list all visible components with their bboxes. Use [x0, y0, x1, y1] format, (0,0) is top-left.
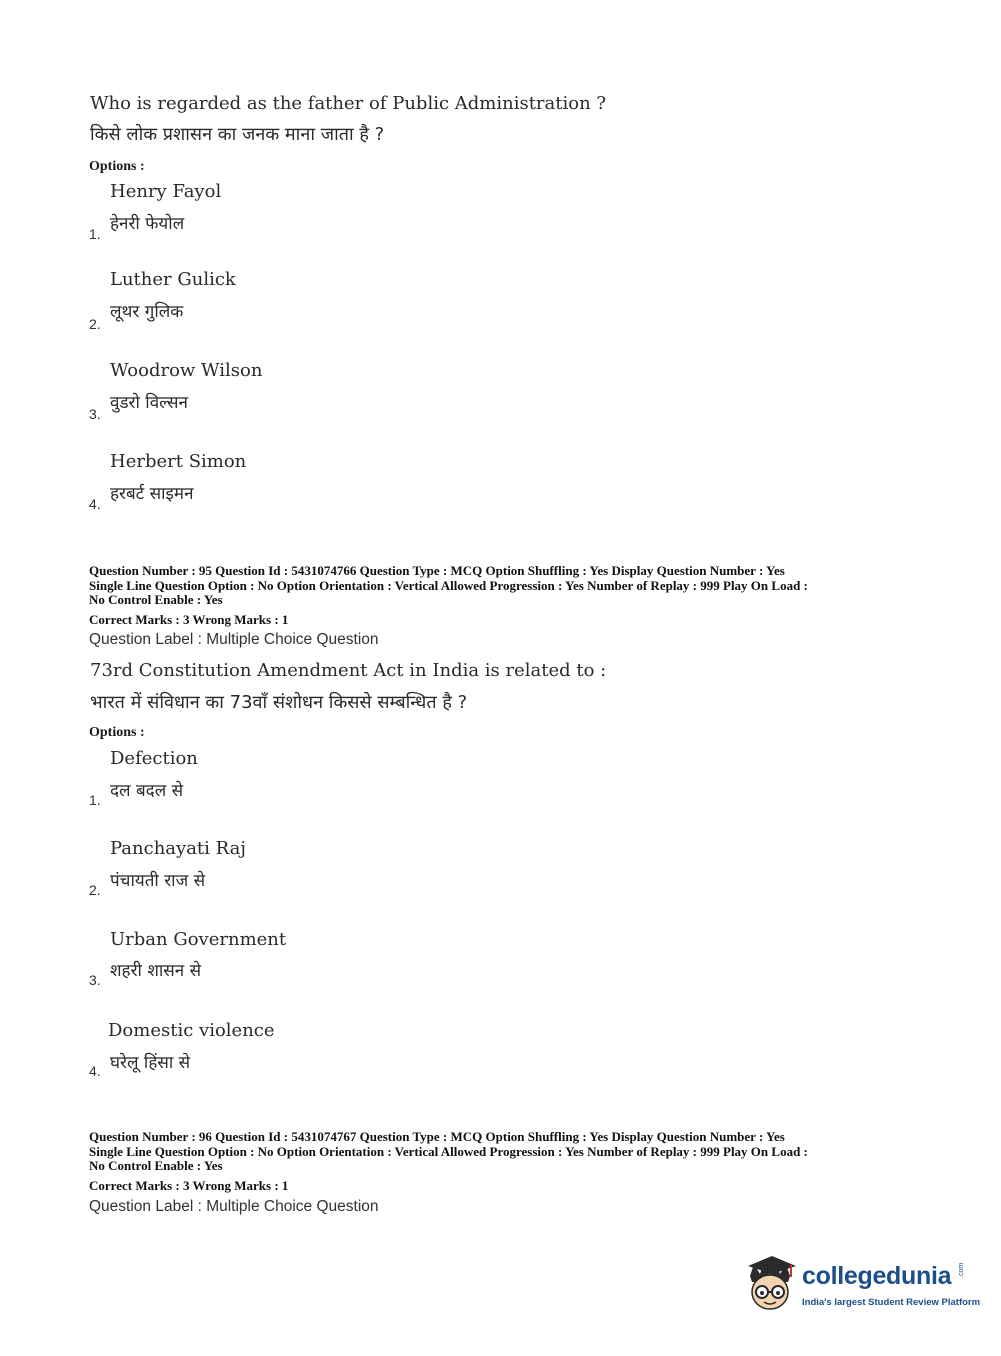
meta-line: Single Line Question Option : No Option Orientation : Vertical Allowed Progression : Yes Number of Replay : 999 Play On Load :	[89, 577, 808, 593]
option-number: 2.	[89, 882, 101, 898]
q95-marks: Correct Marks : 3 Wrong Marks : 1	[89, 612, 289, 627]
q95-question-hi: भारत में संविधान का 73वाँ संशोधन किससे सम्बन्धित है ?	[90, 692, 468, 713]
option-number: 1.	[89, 226, 101, 242]
option-text-en: Herbert Simon	[110, 451, 247, 472]
option-text-en: Henry Fayol	[110, 181, 222, 202]
option-number: 4.	[89, 496, 101, 512]
mascot-icon	[742, 1252, 800, 1314]
meta-line: No Control Enable : Yes	[89, 592, 223, 607]
q94-question-en: Who is regarded as the father of Public Administration ?	[90, 93, 607, 114]
q95-meta	[89, 564, 919, 608]
option-text-hi: लूथर गुलिक	[110, 302, 184, 322]
option-text-hi: दल बदल से	[110, 781, 184, 801]
q94-question-hi: किसे लोक प्रशासन का जनक माना जाता है ?	[90, 124, 385, 145]
q95-question-label: Question Label : Multiple Choice Question	[89, 631, 379, 648]
option-text-en: Urban Government	[110, 929, 287, 950]
option-text-hi: पंचायती राज से	[110, 871, 206, 891]
meta-line: Question Number : 96 Question Id : 5431074767 Question Type : MCQ Option Shuffling : Yes Display Question Number : Yes	[89, 1129, 785, 1144]
q96-marks: Correct Marks : 3 Wrong Marks : 1	[89, 1178, 289, 1193]
option-text-en: Defection	[110, 748, 198, 769]
logo-wordmark: collegedunia	[802, 1262, 952, 1290]
q94-options-heading: Options :	[89, 159, 145, 174]
q95-question-en: 73rd Constitution Amendment Act in India is related to :	[90, 660, 607, 681]
logo-tagline: India's largest Student Review Platform	[802, 1297, 981, 1308]
option-text-hi: घरेलू हिंसा से	[110, 1053, 191, 1073]
option-number: 2.	[89, 316, 101, 332]
option-text-hi: हरबर्ट साइमन	[110, 484, 194, 504]
option-number: 3.	[89, 972, 101, 988]
q96-meta	[89, 1130, 919, 1174]
meta-line: Single Line Question Option : No Option Orientation : Vertical Allowed Progression : Yes Number of Replay : 999 Play On Load :	[89, 1143, 808, 1159]
option-text-hi: वुडरो विल्सन	[110, 393, 188, 413]
q96-question-label: Question Label : Multiple Choice Question	[89, 1198, 379, 1215]
option-text-en: Panchayati Raj	[110, 838, 246, 859]
option-text-en: Woodrow Wilson	[110, 360, 263, 381]
option-number: 1.	[89, 792, 101, 808]
meta-line: Question Number : 95 Question Id : 5431074766 Question Type : MCQ Option Shuffling : Yes Display Question Number : Yes	[89, 563, 785, 578]
option-number: 3.	[89, 406, 101, 422]
q95-options-heading: Options :	[89, 725, 145, 740]
collegedunia-logo[interactable]	[742, 1252, 981, 1318]
option-text-hi: शहरी शासन से	[110, 961, 202, 981]
logo-domain-suffix: .com	[958, 1262, 965, 1278]
option-text-hi: हेनरी फेयोल	[110, 214, 185, 234]
option-text-en: Luther Gulick	[110, 269, 236, 290]
meta-line: No Control Enable : Yes	[89, 1158, 223, 1173]
option-text-en: Domestic violence	[108, 1020, 275, 1041]
option-number: 4.	[89, 1063, 101, 1079]
